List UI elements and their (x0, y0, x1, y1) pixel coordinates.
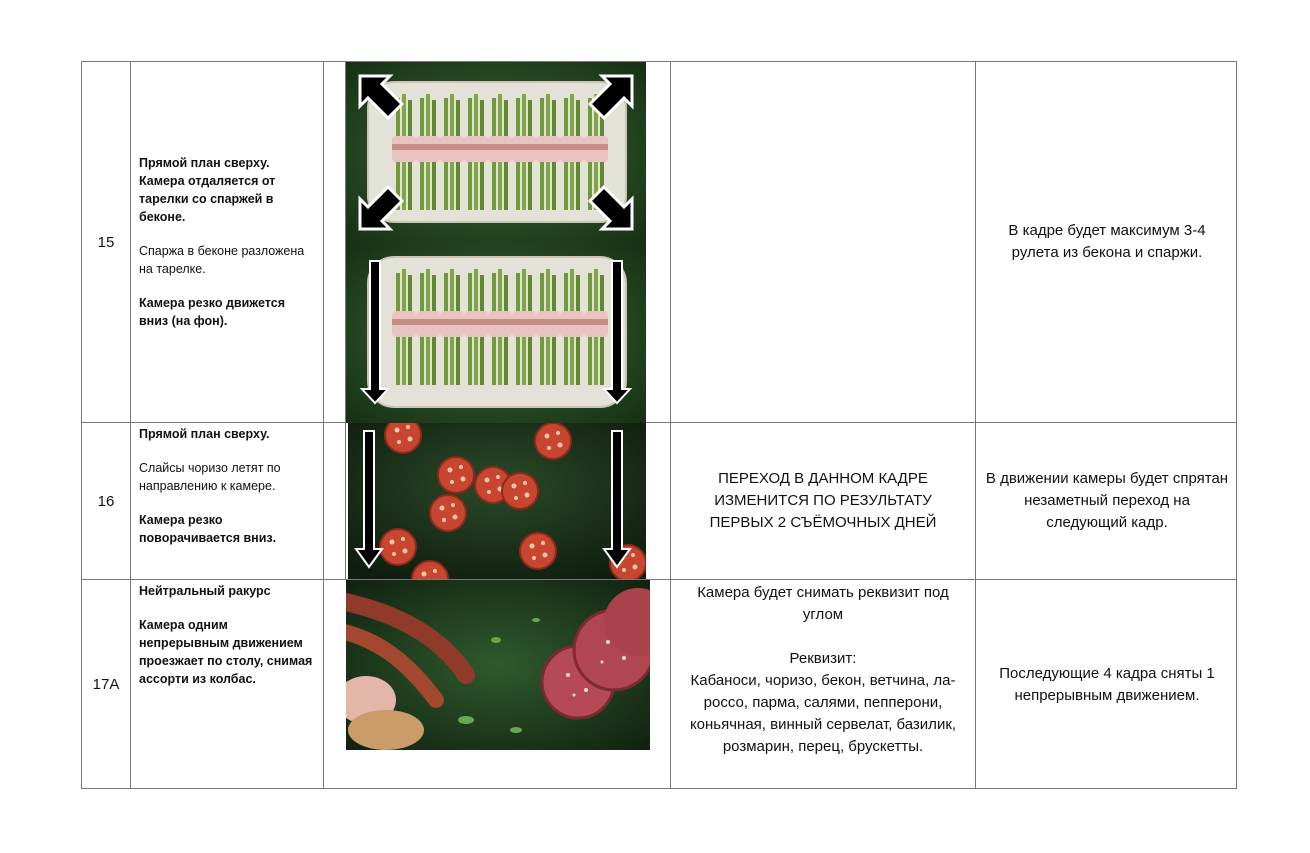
frame-images-cell (346, 423, 671, 579)
shot-description-bold: Нейтральный ракурс (139, 584, 271, 598)
props-camera-note: Камера будет снимать реквизит под углом (697, 584, 949, 623)
shot-description-text: Спаржа в беконе разложена на тарелке. (139, 244, 305, 276)
table-row-17a (82, 580, 1236, 789)
shot-description (131, 580, 324, 789)
shot-camera-move: Камера резко движется вниз (на фон). (139, 296, 285, 328)
asparagus-move-down-frame (346, 243, 646, 423)
shot-description-bold: Прямой план сверху. (139, 427, 270, 441)
asparagus-zoom-out-frame (346, 62, 646, 243)
shot-number: 17А (82, 580, 131, 789)
chorizo-slices-frame (348, 423, 646, 579)
table-row-15 (82, 62, 1236, 423)
frame-images-cell (346, 62, 671, 422)
shot-camera-move: Камера резко поворачивается вниз. (139, 513, 277, 545)
shot-description (131, 423, 324, 579)
props-list: Кабаноси, чоризо, бекон, ветчина, ла-россо, парма, салями, пепперони, коньячная, винный сервелат, базилик, розмарин, перец, брускетты. (689, 672, 957, 755)
transition-cell: ПЕРЕХОД В ДАННОМ КАДРЕ ИЗМЕНИТСЯ ПО РЕЗУЛЬТАТУ ПЕРВЫХ 2 СЪЁМОЧНЫХ ДНЕЙ (671, 423, 976, 579)
storyboard-table (81, 61, 1237, 789)
shot-camera-move: Камера одним непрерывным движением проезжает по столу, снимая ассорти из колбас. (139, 618, 313, 686)
props-title: Реквизит: (789, 650, 857, 667)
shot-note: В движении камеры будет спрятан незаметный переход на следующий кадр. (985, 470, 1229, 531)
shot-number: 16 (82, 423, 131, 579)
shot-note: Последующие 4 кадра сняты 1 непрерывным движением. (999, 664, 1215, 704)
shot-description-text: Слайсы чоризо летят по направлению к камере. (139, 461, 281, 493)
shot-description (131, 62, 324, 422)
shot-description-bold: Прямой план сверху. Камера отдаляется от тарелки со спаржей в беконе. (139, 156, 276, 224)
transition-cell (671, 62, 976, 422)
empty-cell (324, 423, 346, 579)
sausage-assortment-frame (346, 580, 650, 750)
table-row-16 (82, 423, 1236, 580)
frame-images-cell (324, 580, 671, 789)
shot-note: В кадре будет максимум 3-4 рулета из бекона и спаржи. (1008, 222, 1206, 261)
props-cell (671, 580, 976, 789)
empty-cell (324, 62, 346, 422)
shot-number: 15 (82, 62, 131, 422)
